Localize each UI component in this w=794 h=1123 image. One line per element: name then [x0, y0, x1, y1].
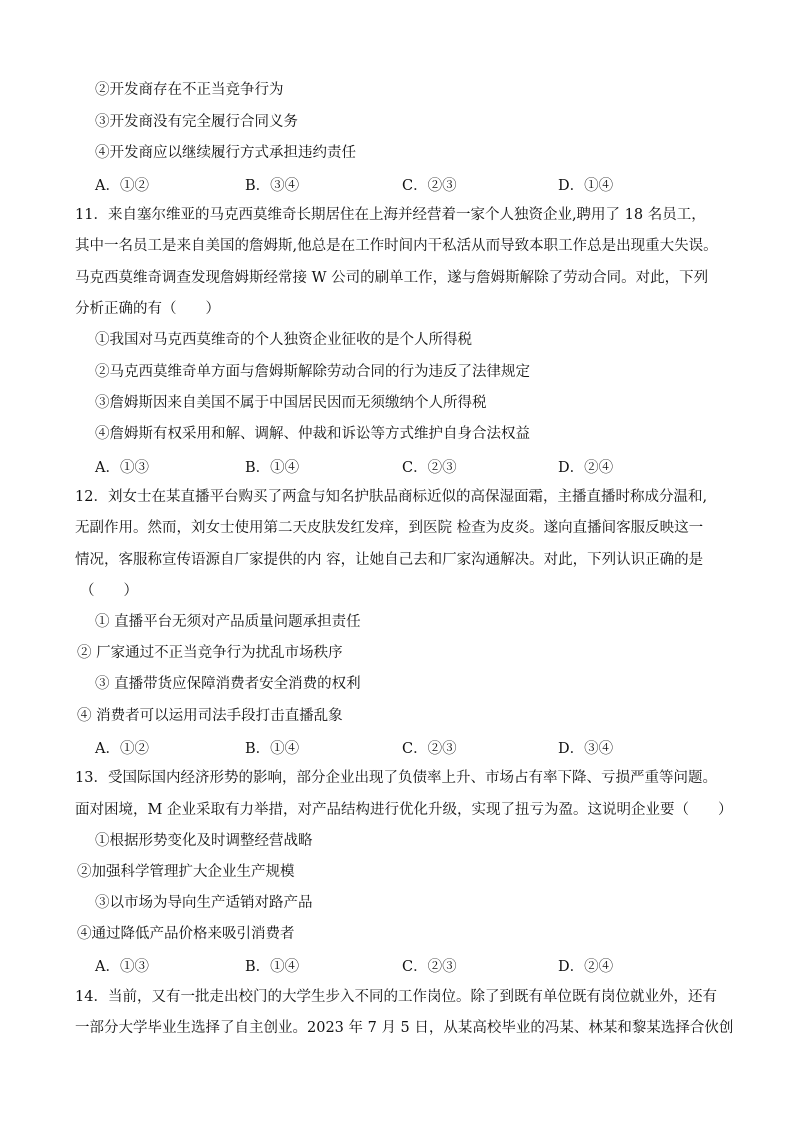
answer-options-row — [0, 737, 794, 757]
answer-option: A．①③ — [95, 959, 149, 975]
answer-option: B．①④ — [245, 460, 300, 476]
text-line: ①根据形势变化及时调整经营战略 — [95, 833, 313, 849]
text-line: ④詹姆斯有权采用和解、调解、仲裁和诉讼等方式维护自身合法权益 — [95, 426, 530, 442]
text-line: （ ） — [80, 583, 138, 599]
text-line: 12．刘女士在某直播平台购买了两盒与知名护肤品商标近似的高保湿面霜，主播直播时称成分温和, — [75, 489, 708, 505]
answer-option: D．①④ — [558, 178, 614, 194]
text-line: 13．受国际国内经济形势的影响，部分企业出现了负债率上升、市场占有率下降、亏损严重等问题。 — [75, 770, 717, 786]
answer-option: A．①③ — [95, 460, 149, 476]
answer-option: B．①④ — [245, 741, 300, 757]
answer-option: C．②③ — [402, 959, 457, 975]
text-line: 11．来自塞尔维亚的马克西莫维奇长期居住在上海并经营着一家个人独资企业,聘用了 18 名员工， — [75, 207, 706, 223]
text-line: 无副作用。然而，刘女士使用第二天皮肤发红发痒，到医院 检查为皮炎。遂向直播间客服反映这一 — [75, 520, 704, 536]
text-line: ②开发商存在不正当竞争行为 — [95, 82, 284, 98]
text-line: 情况，客服称宣传语源自厂家提供的内 容，让她自己去和厂家沟通解决。对此，下列认识正确的是 — [75, 552, 704, 568]
text-line: 分析正确的有（ ） — [75, 301, 220, 317]
answer-option: C．②③ — [402, 178, 457, 194]
answer-options-row — [0, 955, 794, 975]
text-line: ① 直播平台无须对产品质量问题承担责任 — [95, 614, 361, 630]
answer-option: A．①② — [95, 741, 149, 757]
text-line: 马克西莫维奇调查发现詹姆斯经常接 W 公司的刷单工作，遂与詹姆斯解除了劳动合同。对此，下列 — [75, 270, 709, 286]
text-line: 一部分大学毕业生选择了自主创业。2023 年 7 月 5 日，从某高校毕业的冯某、林某和黎某选择合伙创 — [75, 1020, 734, 1036]
text-line: ④ 消费者可以运用司法手段打击直播乱象 — [77, 708, 343, 724]
text-line: 其中一名员工是来自美国的詹姆斯,他总是在工作时间内干私活从而导致本职工作总是出现重大失误。 — [75, 238, 718, 254]
answer-option: B．①④ — [245, 959, 300, 975]
text-line: 14．当前，又有一批走出校门的大学生步入不同的工作岗位。除了到既有单位既有岗位就业外，还有 — [75, 989, 717, 1005]
answer-option: C．②③ — [402, 741, 457, 757]
text-line: ③ 直播带货应保障消费者安全消费的权利 — [95, 676, 361, 692]
answer-option: B．③④ — [245, 178, 300, 194]
answer-option: D．②④ — [558, 460, 614, 476]
text-line: ①我国对马克西莫维奇的个人独资企业征收的是个人所得税 — [95, 332, 472, 348]
text-line: ④通过降低产品价格来吸引消费者 — [77, 926, 295, 942]
answer-option: A．①② — [95, 178, 149, 194]
text-line: ②马克西莫维奇单方面与詹姆斯解除劳动合同的行为违反了法律规定 — [95, 364, 530, 380]
answer-options-row — [0, 174, 794, 194]
text-line: ③詹姆斯因来自美国不属于中国居民因而无须缴纳个人所得税 — [95, 395, 487, 411]
text-line: ② 厂家通过不正当竞争行为扰乱市场秩序 — [77, 645, 343, 661]
answer-option: C．②③ — [402, 460, 457, 476]
text-line: 面对困境，M 企业采取有力举措，对产品结构进行优化升级，实现了扭亏为盈。这说明企业要（ ） — [75, 802, 733, 818]
answer-option: D．②④ — [558, 959, 614, 975]
text-line: ③开发商没有完全履行合同义务 — [95, 114, 298, 130]
answer-option: D．③④ — [558, 741, 614, 757]
answer-options-row — [0, 456, 794, 476]
text-line: ④开发商应以继续履行方式承担违约责任 — [95, 145, 356, 161]
text-line: ③以市场为导向生产适销对路产品 — [95, 895, 313, 911]
text-line: ②加强科学管理扩大企业生产规模 — [77, 864, 295, 880]
